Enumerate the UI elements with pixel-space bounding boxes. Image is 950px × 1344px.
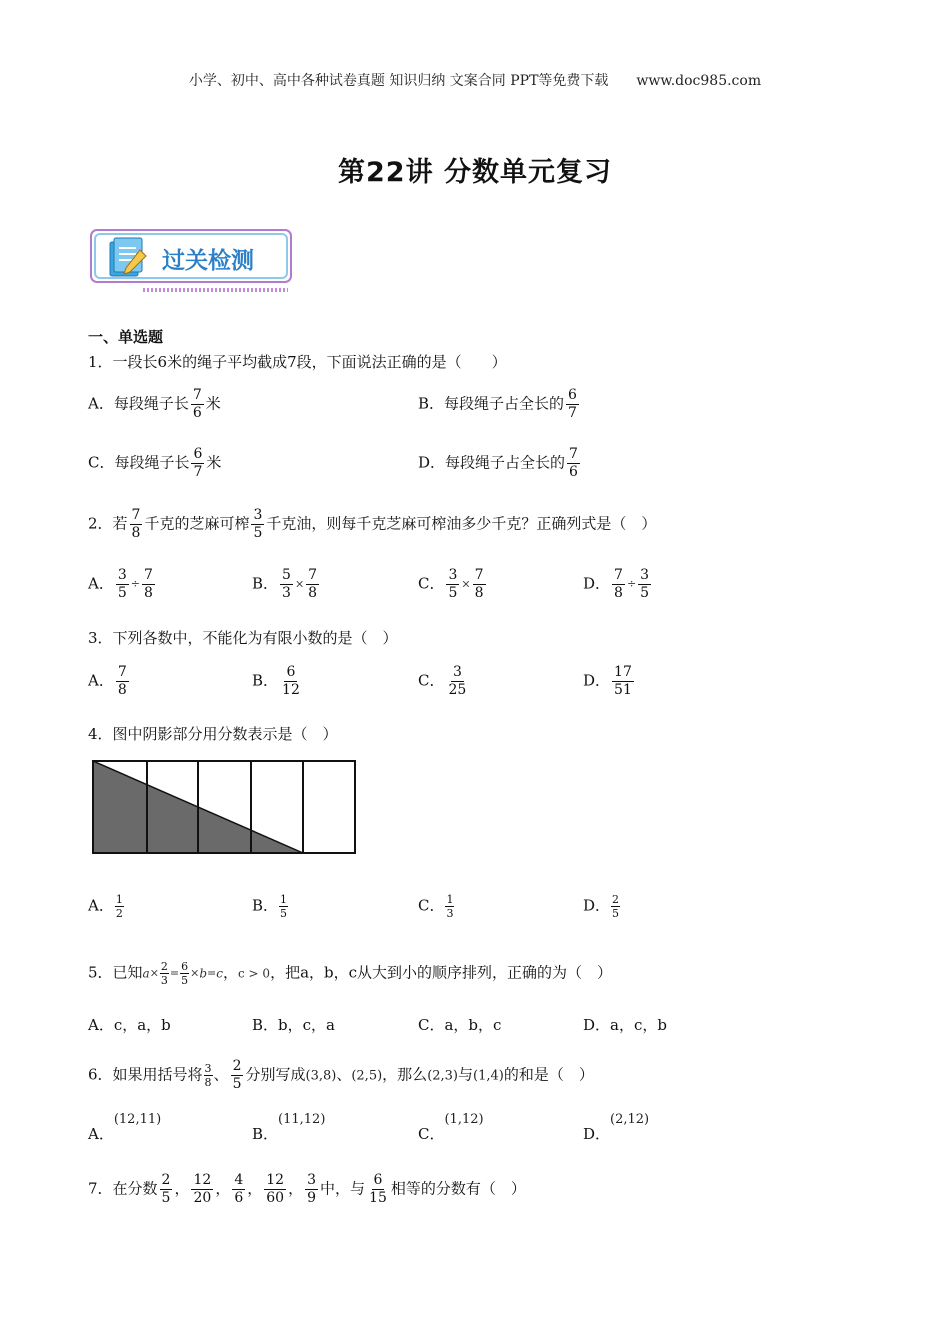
q6-option-d[interactable]: D．(2,12) (583, 1112, 650, 1143)
question-6: 6．如果用括号将 $\frac{3}{8}$ 、 $\frac{2}{5}$ 分别写成(3,8)、(2,5)，那么(2,3)与(1,4)的和是（ ） (88, 1058, 594, 1092)
q1-option-d[interactable]: D．每段绳子占全长的 $\frac{7}{6}$ (418, 446, 578, 480)
badge-label: 过关检测 (162, 248, 254, 274)
q4-option-d[interactable]: D． $\frac{2}{5}$ (583, 893, 620, 920)
q1-option-c[interactable]: C．每段绳子长 $\frac{6}{7}$ 米 (88, 446, 222, 480)
q6-option-b[interactable]: B．(11,12) (252, 1112, 326, 1143)
section-heading: 一、单选题 (88, 328, 164, 346)
question-2: 2．若 $\frac{7}{8}$ 千克的芝麻可榨 $\frac{3}{5}$ 千克油，则每千克芝麻可榨油多少千克？正确列式是（ ） (88, 507, 657, 541)
notepad-pencil-icon (106, 236, 150, 280)
page-header: 小学、初中、高中各种试卷真题 知识归纳 文案合同 PPT等免费下载 www.doc985.com (188, 73, 762, 89)
q2-option-d[interactable]: D． $\frac{7}{8}$ ÷ $\frac{3}{5}$ (583, 567, 650, 601)
question-7: 7．在分数 $\frac{2}{5}$ ， $\frac{12}{20}$ ， $\frac{4}{6}$ ， $\frac{12}{60}$ ， $\frac{3}{9}$ 中，与 $\frac{6}{15}$ 相等的分数有（ ） (88, 1172, 526, 1206)
q4-option-b[interactable]: B． $\frac{1}{5}$ (252, 893, 288, 920)
q5-option-d[interactable]: D．a，c，b (583, 1016, 667, 1034)
question-3: 3．下列各数中，不能化为有限小数的是（ ） (88, 629, 398, 647)
q1-option-a[interactable]: A．每段绳子长 $\frac{7}{6}$ 米 (88, 387, 221, 421)
page-title: 第22讲 分数单元复习 (338, 157, 612, 188)
q1-option-b[interactable]: B．每段绳子占全长的 $\frac{6}{7}$ (418, 387, 577, 421)
q2-option-a[interactable]: A． $\frac{3}{5}$ ÷ $\frac{7}{8}$ (88, 567, 153, 601)
q3-option-d[interactable]: D． $\frac{17}{51}$ (583, 664, 632, 698)
section-badge (88, 228, 296, 294)
q5-option-a[interactable]: A．c，a，b (88, 1016, 171, 1034)
q6-option-c[interactable]: C．(1,12) (418, 1112, 484, 1143)
q3-option-c[interactable]: C． $\frac{3}{25}$ (418, 664, 467, 698)
q5-option-c[interactable]: C．a，b，c (418, 1016, 502, 1034)
q4-option-a[interactable]: A． $\frac{1}{2}$ (88, 893, 123, 920)
q3-option-b[interactable]: B． $\frac{6}{12}$ (252, 664, 300, 698)
q3-option-a[interactable]: A． $\frac{7}{8}$ (88, 664, 127, 698)
shaded-rectangle-figure (90, 758, 360, 858)
q5-option-b[interactable]: B．b，c，a (252, 1016, 335, 1034)
question-4: 4．图中阴影部分用分数表示是（ ） (88, 725, 338, 743)
q2-option-c[interactable]: C． $\frac{3}{5}$ × $\frac{7}{8}$ (418, 567, 484, 601)
question-5: 5．已知a× $\frac{2}{3}$ = $\frac{6}{5}$ ×b=c，c > 0，把a，b，c从大到小的顺序排列，正确的为（ ） (88, 960, 613, 987)
q2-option-b[interactable]: B． $\frac{5}{3}$ × $\frac{7}{8}$ (252, 567, 318, 601)
q4-option-c[interactable]: C． $\frac{1}{3}$ (418, 893, 454, 920)
q6-option-a[interactable]: A．(12,11) (88, 1112, 162, 1143)
question-1: 1．一段长6米的绳子平均截成7段，下面说法正确的是（ ） (88, 353, 507, 371)
